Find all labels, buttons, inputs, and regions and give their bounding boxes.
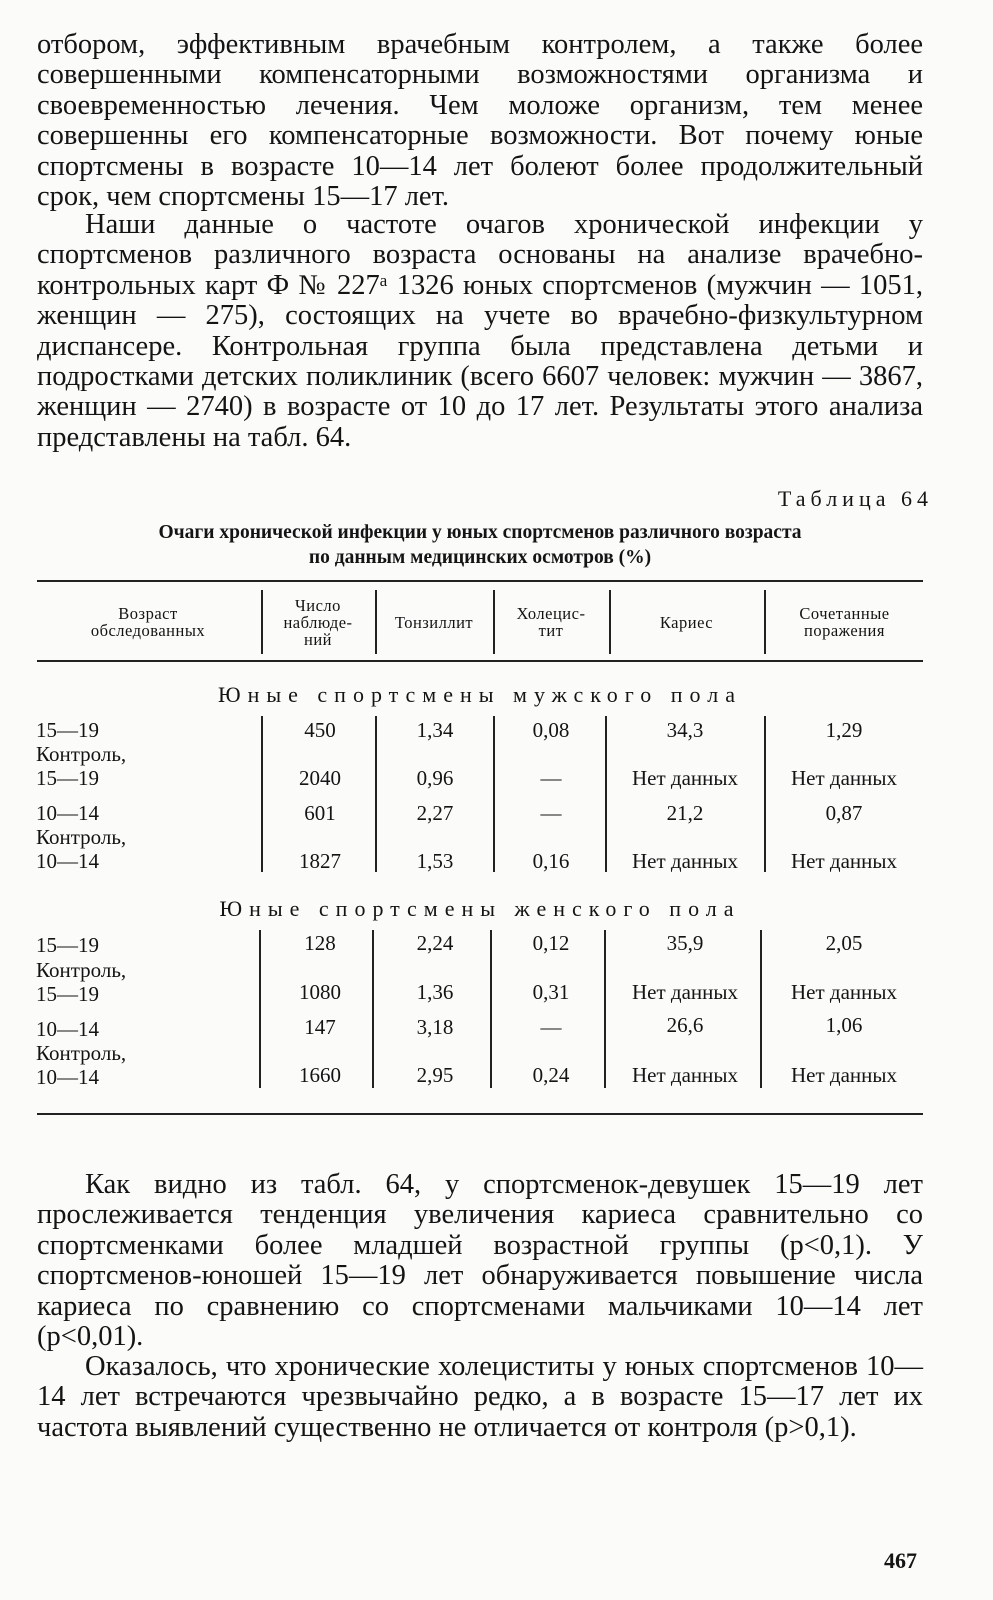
cell-tonsillitis: 0,96 (416, 766, 454, 790)
column-divider (493, 590, 495, 654)
cell-cholecystitis: 0,16 (532, 849, 570, 873)
cell-caries: Нет данных (631, 980, 738, 1004)
cell-combined: Нет данных (790, 766, 897, 790)
paragraph-intro-continuation: отбором, эффективным врачебным контролем, а также более совершенными компенсаторными возможностями организма и своевременностью лечения. Чем моложе организм, тем менее совершенны его компенсаторные возможности. Вот почему юные спортсмены в возрасте 10—14 лет болеют более продолжительный срок, чем спортсмены 15—17 лет. (37, 29, 923, 213)
header-line: Возраст (118, 604, 178, 623)
cell-combined: 0,87 (825, 801, 863, 825)
cell-caries: 26,6 (666, 1013, 704, 1037)
header-line: Тонзиллит (394, 612, 474, 632)
column-divider (372, 930, 374, 1088)
header-line: ний (303, 629, 332, 649)
cell-combined: Нет данных (790, 980, 897, 1004)
header-line: наблюде- (283, 612, 353, 632)
column-divider (609, 590, 611, 654)
header-line: поражения (804, 621, 885, 640)
cell-age: 15—19 (36, 982, 99, 1006)
cell-age: Контроль, (36, 825, 127, 849)
table-header-rule (37, 660, 923, 662)
cell-count: 1080 (299, 980, 341, 1004)
cell-tonsillitis: 2,24 (416, 931, 454, 955)
column-divider (375, 716, 377, 872)
column-divider (490, 930, 492, 1088)
header-line: Холецис- (516, 604, 586, 623)
cell-caries: Нет данных (631, 849, 738, 873)
column-divider (764, 716, 766, 872)
cell-cholecystitis: 0,08 (532, 718, 570, 742)
cell-count: 1660 (299, 1063, 341, 1087)
cell-tonsillitis: 2,95 (416, 1063, 454, 1087)
column-divider (764, 590, 766, 654)
header-line: тит (538, 621, 564, 640)
column-divider (261, 716, 263, 872)
column-divider (604, 930, 606, 1088)
cell-tonsillitis: 3,18 (416, 1015, 454, 1039)
cell-age: 15—19 (36, 766, 99, 790)
table-title-line: Очаги хронической инфекции у юных спортсменов различного возраста (158, 522, 802, 543)
cell-cholecystitis: 0,12 (532, 931, 570, 955)
cell-caries: 21,2 (666, 801, 704, 825)
cell-count: 128 (304, 931, 336, 955)
column-divider (605, 716, 607, 872)
cell-age: Контроль, (36, 742, 127, 766)
cell-cholecystitis: 0,24 (532, 1063, 570, 1087)
table-top-rule (37, 580, 923, 582)
cell-tonsillitis: 1,34 (416, 718, 454, 742)
cell-count: 601 (304, 801, 336, 825)
header-line: Сочетанные (799, 604, 890, 623)
cell-cholecystitis: — (540, 766, 562, 790)
table-number-label: Таблица 64 (777, 486, 933, 511)
section-heading-male: Юные спортсмены мужского пола (217, 682, 743, 707)
cell-combined: Нет данных (790, 1063, 897, 1087)
table-bottom-rule (37, 1113, 923, 1115)
column-divider (375, 590, 377, 654)
cell-age: 10—14 (36, 801, 99, 825)
table-title (37, 520, 923, 570)
cell-combined: 1,29 (825, 718, 863, 742)
column-divider (493, 716, 495, 872)
paragraph-cholecystitis-analysis: Оказалось, что хронические холециститы у юных спортсменов 10—14 лет встречаются чрезвычайно редко, а в возрасте 15—17 лет их частота выявлений существенно не отличается от контроля (p>0,1). (37, 1351, 923, 1443)
paragraph-caries-analysis: Как видно из табл. 64, у спортсменок-девушек 15—19 лет прослеживается тенденция увеличения кариеса сравнительно со спортсменками более младшей возрастной группы (p<0,1). У спортсменов-юношей 15—19 лет обнаруживается повышение числа кариеса по сравнению со спортсменами мальчиками 10—14 лет (p<0,01). (37, 1169, 923, 1353)
header-cholecystitis (495, 590, 607, 654)
cell-count: 450 (304, 718, 336, 742)
cell-age: 15—19 (36, 718, 99, 742)
header-count (263, 590, 373, 654)
cell-combined: 1,06 (825, 1013, 863, 1037)
cell-caries: 34,3 (666, 718, 704, 742)
cell-age: Контроль, (36, 958, 127, 982)
cell-count: 147 (304, 1015, 336, 1039)
cell-tonsillitis: 1,53 (416, 849, 454, 873)
cell-age: 10—14 (36, 849, 99, 873)
column-divider (261, 590, 263, 654)
header-combined (766, 590, 923, 654)
paragraph-data-description: Наши данные о частоте очагов хронической инфекции у спортсменов различного возраста основаны на анализе врачебно-контрольных карт Ф № 227ᵃ 1326 юных спортсменов (мужчин — 1051, женщин — 275), состоящих на учете во врачебно-физкультурном диспансере. Контрольная группа была представлена детьми и подростками детских поликлиник (всего 6607 человек: мужчин — 3867, женщин — 2740) в возрасте от 10 до 17 лет. Результаты этого анализа представлены на табл. 64. (37, 209, 923, 453)
cell-count: 1827 (299, 849, 341, 873)
cell-caries: Нет данных (631, 766, 738, 790)
cell-cholecystitis: — (540, 1015, 562, 1039)
header-line: Кариес (659, 612, 714, 632)
header-caries (611, 590, 762, 654)
cell-cholecystitis: — (540, 801, 562, 825)
header-line: Число (295, 595, 341, 615)
cell-tonsillitis: 1,36 (416, 980, 454, 1004)
cell-age: Контроль, (36, 1041, 127, 1065)
column-divider (259, 930, 261, 1088)
cell-caries: Нет данных (631, 1063, 738, 1087)
section-heading-female: Юные спортсмены женского пола (219, 896, 741, 921)
cell-combined: Нет данных (790, 849, 897, 873)
cell-tonsillitis: 2,27 (416, 801, 454, 825)
header-age (37, 590, 259, 654)
header-tonsillitis (377, 590, 491, 654)
cell-caries: 35,9 (666, 931, 704, 955)
cell-combined: 2,05 (825, 931, 863, 955)
header-line: обследованных (90, 621, 206, 640)
cell-age: 15—19 (36, 933, 99, 957)
column-divider (760, 930, 762, 1088)
cell-count: 2040 (299, 766, 341, 790)
page-number: 467 (884, 1548, 917, 1573)
cell-cholecystitis: 0,31 (532, 980, 570, 1004)
cell-age: 10—14 (36, 1065, 99, 1089)
table-title-line: по данным медицинских осмотров (%) (308, 547, 652, 568)
cell-age: 10—14 (36, 1017, 99, 1041)
